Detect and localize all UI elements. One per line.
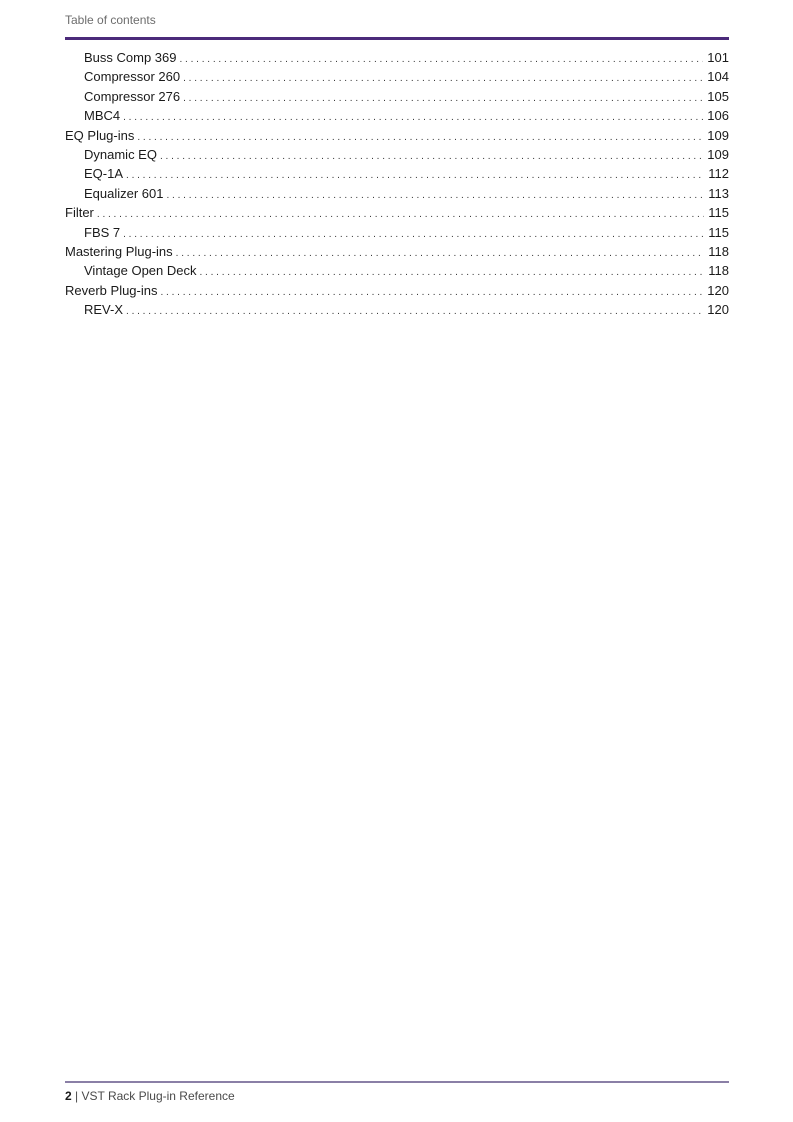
toc-entry-label: FBS 7	[84, 224, 121, 240]
dot-leader	[126, 302, 703, 319]
toc-entry[interactable]	[65, 145, 729, 164]
toc-entry-label: MBC4	[84, 108, 121, 124]
toc-entry[interactable]	[65, 164, 729, 183]
dot-leader	[183, 89, 703, 106]
toc-entry[interactable]	[65, 281, 729, 300]
table-of-contents	[65, 48, 729, 319]
toc-entry-page: 105	[707, 88, 729, 104]
toc-entry-label: Compressor 276	[84, 88, 181, 104]
toc-entry-page: 115	[708, 224, 729, 240]
toc-entry-page: 112	[708, 166, 729, 182]
footer-rule	[65, 1081, 729, 1083]
toc-entry[interactable]	[65, 261, 729, 280]
toc-entry[interactable]	[65, 67, 729, 86]
toc-entry-page: 106	[707, 108, 729, 124]
dot-leader	[160, 147, 703, 164]
toc-entry[interactable]	[65, 87, 729, 106]
toc-entry-label: Dynamic EQ	[84, 146, 157, 162]
toc-entry-label: REV-X	[84, 302, 124, 318]
toc-entry-page: 113	[708, 185, 729, 201]
dot-leader	[123, 225, 704, 242]
dot-leader	[126, 166, 704, 183]
toc-entry-label: Buss Comp 369	[84, 50, 177, 65]
toc-entry-page: 120	[707, 282, 729, 298]
dot-leader	[123, 108, 703, 125]
dot-leader	[183, 69, 703, 86]
toc-entry[interactable]	[65, 223, 729, 242]
running-header: Table of contents	[65, 13, 156, 27]
toc-entry[interactable]	[65, 106, 729, 125]
toc-entry-label: Filter	[65, 205, 94, 221]
dot-leader	[161, 283, 704, 300]
toc-entry-page: 109	[707, 146, 729, 162]
toc-entry-page: 101	[707, 50, 729, 65]
toc-entry-label: Reverb Plug-ins	[65, 282, 158, 298]
toc-entry-page: 104	[707, 69, 729, 85]
toc-entry[interactable]	[65, 203, 729, 222]
toc-entry-label: Equalizer 601	[84, 185, 164, 201]
toc-entry-label: EQ-1A	[84, 166, 124, 182]
toc-entry-page: 118	[708, 243, 729, 259]
toc-entry-label: Mastering Plug-ins	[65, 243, 173, 259]
toc-entry[interactable]	[65, 242, 729, 261]
toc-entry-label: EQ Plug-ins	[65, 127, 135, 143]
dot-leader	[176, 244, 705, 261]
toc-entry[interactable]	[65, 126, 729, 145]
dot-leader	[97, 205, 704, 222]
toc-entry[interactable]	[65, 184, 729, 203]
page-footer	[65, 1089, 235, 1103]
toc-entry-page: 109	[707, 127, 729, 143]
dot-leader	[167, 186, 705, 203]
toc-entry[interactable]	[65, 48, 729, 67]
header-rule	[65, 37, 729, 40]
dot-leader	[137, 128, 703, 145]
toc-entry-label: Vintage Open Deck	[84, 263, 197, 279]
toc-entry-page: 118	[708, 263, 729, 279]
dot-leader	[180, 50, 704, 67]
toc-entry-page: 120	[707, 302, 729, 318]
toc-entry-label: Compressor 260	[84, 69, 181, 85]
footer-separator: |	[71, 1089, 82, 1103]
dot-leader	[200, 263, 705, 280]
document-title: VST Rack Plug-in Reference	[81, 1089, 235, 1103]
page-number: 2	[65, 1089, 72, 1103]
toc-entry-page: 115	[708, 205, 729, 221]
toc-entry[interactable]	[65, 300, 729, 319]
